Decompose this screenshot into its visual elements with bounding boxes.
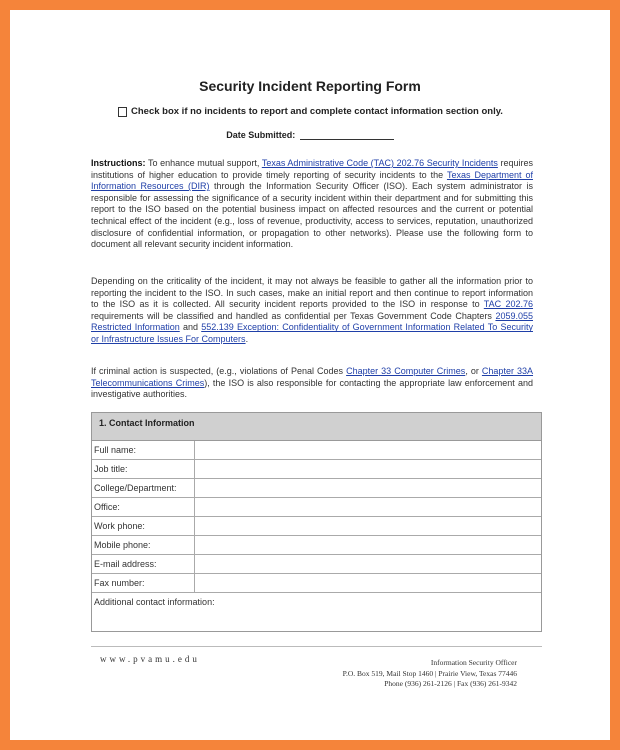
tac-202-76-link[interactable]: TAC 202.76 [483, 299, 533, 310]
mobile-phone-field[interactable] [195, 536, 541, 554]
table-row [92, 536, 541, 555]
work-phone-field[interactable] [195, 517, 541, 535]
job-title-label: Job title: [92, 460, 195, 478]
contact-information-table [91, 412, 542, 632]
dir-link[interactable]: Texas Department of Information Resources (DIR) [91, 169, 533, 192]
college-department-field[interactable] [195, 479, 541, 497]
chapter-33-link[interactable]: Chapter 33 Computer Crimes [346, 366, 466, 376]
footer-phone: Phone (936) 261-2126 | Fax (936) 261-9342 [384, 679, 517, 688]
additional-contact-field[interactable] [92, 593, 541, 631]
contact-information-header: 1. Contact Information [92, 413, 541, 441]
restricted-information-link[interactable]: 2059.055 Restricted Information [91, 310, 533, 333]
instructions-text-3: through the Information Security Officer (ISO). Each system administrator is responsible for assessing the significance of a security incident within their department and for submitting this report to the ISO based on the potential business impact on affected resources and the current or potential technical effect of the incident (e.g., loss of revenue, productivity, access to services, reputation, unauthorized disclosure of confidential information, or propagation to other networks). Please use the following form to document all relevant security incident information. [91, 181, 533, 250]
criminal-action-paragraph [91, 366, 533, 401]
criticality-paragraph [91, 276, 533, 346]
office-label: Office: [92, 498, 195, 516]
footer-address: P.O. Box 519, Mail Stop 1460 | Prairie View, Texas 77446 [342, 668, 517, 678]
criticality-text-3: and [179, 322, 202, 333]
table-row [92, 498, 541, 517]
criticality-text-4: . [245, 333, 249, 344]
footer-office: Information Security Officer [430, 658, 517, 667]
additional-contact-label: Additional contact information: [94, 597, 215, 607]
footer-contact-block [290, 658, 517, 690]
criticality-text-1: Depending on the criticality of the incident, it may not always be feasible to gather all the information prior to reporting the incident to the ISO. In such cases, make an initial report and then continue to report information to the ISO as it is collected. All security incident reports provided to the ISO in response to [91, 276, 533, 310]
document-page [10, 10, 610, 740]
date-submitted-field[interactable] [300, 130, 394, 140]
college-department-label: College/Department: [92, 479, 195, 497]
full-name-label: Full name: [92, 441, 195, 459]
email-address-label: E-mail address: [92, 555, 195, 573]
date-submitted-label: Date Submitted: [226, 130, 296, 140]
table-row [92, 517, 541, 536]
criminal-text-3: ), the ISO is also responsible for contacting the appropriate law enforcement and investigative authorities. [91, 377, 533, 400]
fax-number-label: Fax number: [92, 574, 195, 592]
date-submitted [10, 130, 610, 140]
fax-number-field[interactable] [195, 574, 541, 592]
no-incidents-line [118, 106, 503, 117]
table-row [92, 460, 541, 479]
job-title-field[interactable] [195, 460, 541, 478]
instructions-paragraph [91, 158, 533, 251]
email-address-field[interactable] [195, 555, 541, 573]
footer-divider [91, 646, 542, 647]
instructions-text-2: requires institutions of higher education to provide timely reporting of security incidents to the [91, 158, 534, 180]
chapter-33a-link[interactable]: Chapter 33A Telecommunications Crimes [91, 366, 534, 388]
footer-website: www.pvamu.edu [100, 654, 200, 664]
tac-security-incidents-link[interactable]: Texas Administrative Code (TAC) 202.76 Security Incidents [261, 158, 498, 168]
table-row [92, 441, 541, 460]
mobile-phone-label: Mobile phone: [92, 536, 195, 554]
table-row [92, 555, 541, 574]
office-field[interactable] [195, 498, 541, 516]
criminal-text-2: , or [465, 366, 482, 376]
page-title: Security Incident Reporting Form [199, 78, 421, 94]
exception-confidentiality-link[interactable]: 552.139 Exception: Confidentiality of Government Information Related To Security or Infrastructure Issues For Computers [91, 322, 533, 344]
work-phone-label: Work phone: [92, 517, 195, 535]
no-incidents-checkbox[interactable] [118, 107, 127, 117]
no-incidents-label: Check box if no incidents to report and complete contact information section only. [131, 106, 503, 117]
criticality-text-2: requirements will be classified and handled as confidential per Texas Government Code Chapters [91, 310, 496, 321]
table-row [92, 574, 541, 593]
criminal-text-1: If criminal action is suspected, (e.g., violations of Penal Codes [91, 366, 347, 376]
full-name-field[interactable] [195, 441, 541, 459]
instructions-text-1: To enhance mutual support, [145, 158, 262, 168]
table-row [92, 479, 541, 498]
instructions-label: Instructions: [91, 158, 146, 168]
